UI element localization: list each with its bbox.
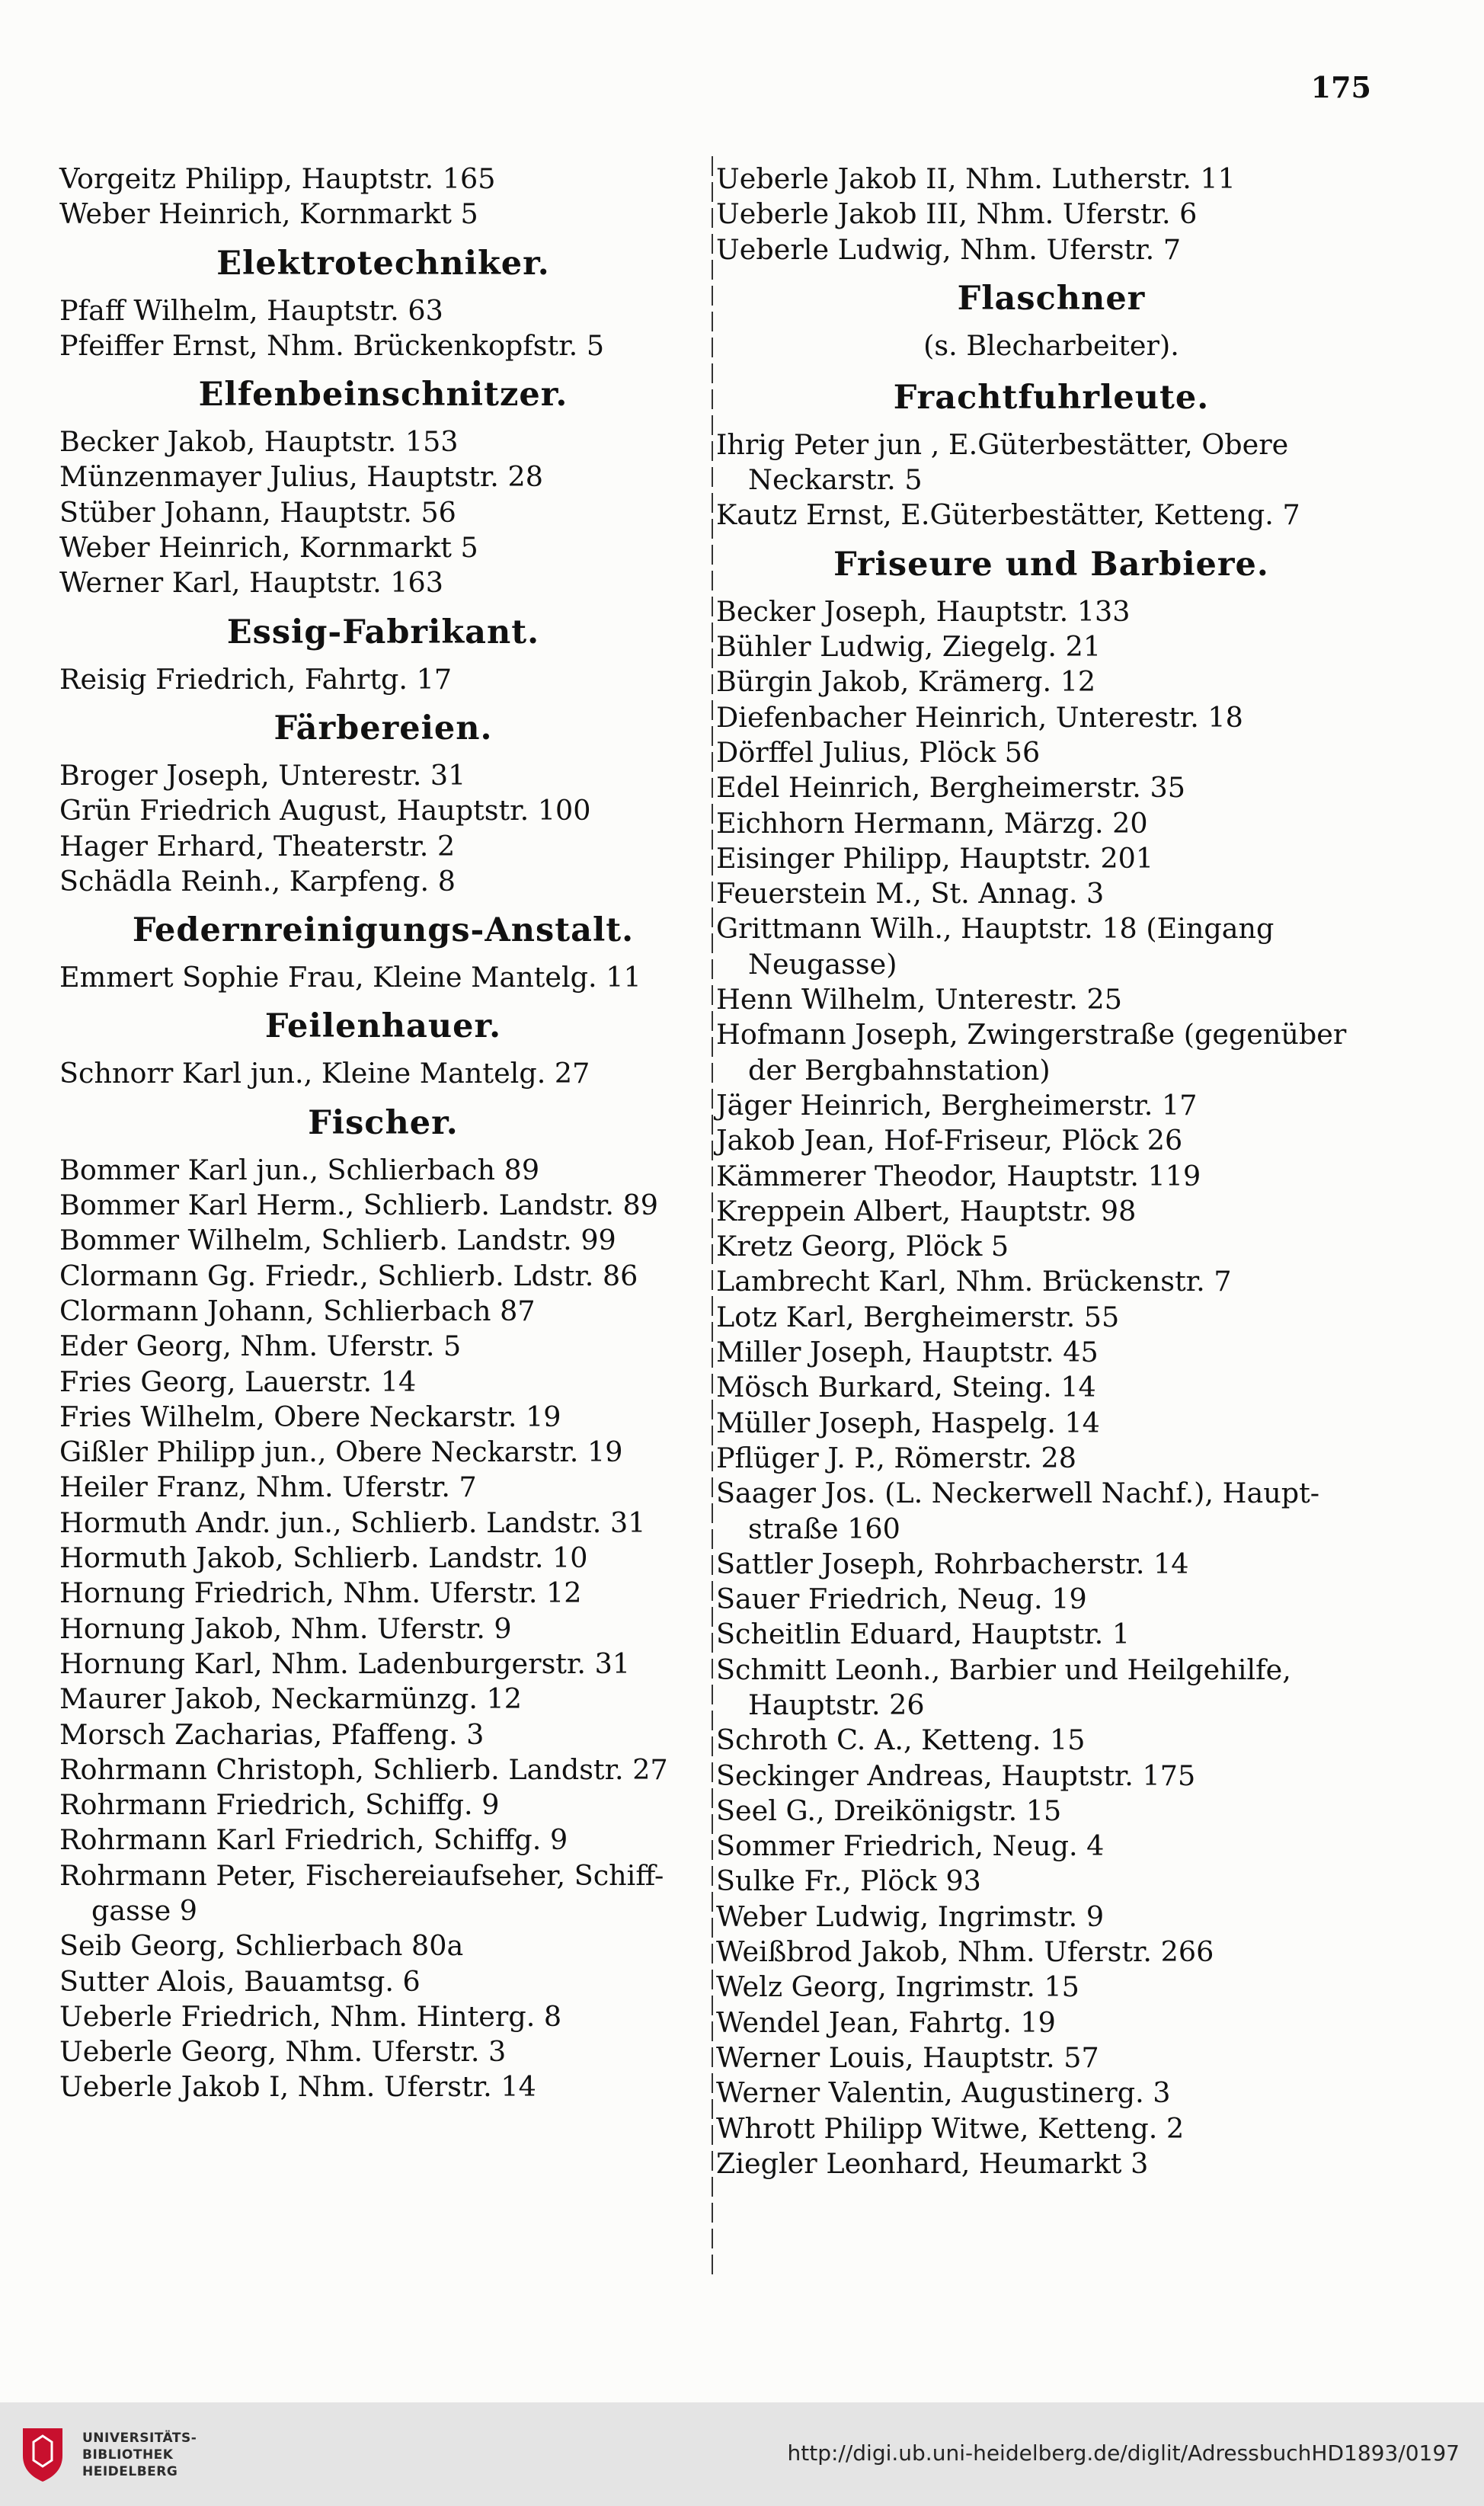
directory-entry — [716, 427, 1386, 498]
directory-entry: Eder Georg, Nhm. Uferstr. 5 — [59, 1330, 462, 1363]
directory-entry: Jäger Heinrich, Bergheimerstr. 17 — [716, 1088, 1198, 1122]
directory-entry: Jakob Jean, Hof-Friseur, Plöck 26 — [716, 1124, 1183, 1157]
directory-entry: Hormuth Andr. jun., Schlierb. Landstr. 31 — [59, 1506, 646, 1539]
directory-entry: Diefenbacher Heinrich, Unterestr. 18 — [716, 700, 1243, 734]
directory-entry: Reisig Friedrich, Fahrtg. 17 — [59, 662, 453, 696]
directory-entry: Bommer Wilhelm, Schlierb. Landstr. 99 — [59, 1224, 616, 1257]
entry-line: Ihrig Peter jun , E.Güterbestätter, Obere — [716, 427, 1289, 461]
section-heading: Friseure und Barbiere. — [833, 545, 1269, 584]
directory-entry: Fries Wilhelm, Obere Neckarstr. 19 — [59, 1400, 561, 1433]
directory-entry: Kämmerer Theodor, Hauptstr. 119 — [716, 1159, 1201, 1192]
directory-entry: Ueberle Friedrich, Nhm. Hinterg. 8 — [59, 1999, 562, 2033]
directory-entry: Heiler Franz, Nhm. Uferstr. 7 — [59, 1471, 477, 1504]
directory-entry: Schnorr Karl jun., Kleine Mantelg. 27 — [59, 1057, 590, 1090]
column-divider — [712, 156, 713, 2274]
directory-entry: Kautz Ernst, E.Güterbestätter, Ketteng. 7 — [716, 498, 1300, 532]
directory-entry: Gißler Philipp jun., Obere Neckarstr. 19 — [59, 1435, 623, 1469]
section-heading: Frachtfuhrleute. — [893, 378, 1210, 417]
section-heading: Feilenhauer. — [264, 1007, 502, 1046]
directory-entry: Pfaff Wilhelm, Hauptstr. 63 — [59, 293, 443, 327]
directory-entry: Hornung Karl, Nhm. Ladenburgerstr. 31 — [59, 1647, 631, 1680]
left-column — [59, 162, 707, 2105]
directory-entry: Whrott Philipp Witwe, Ketteng. 2 — [716, 2111, 1185, 2145]
directory-entry: Kretz Georg, Plöck 5 — [716, 1230, 1009, 1263]
section-heading: Flaschner — [957, 279, 1146, 318]
directory-entry: Hager Erhard, Theaterstr. 2 — [59, 829, 456, 863]
directory-entry: Mösch Burkard, Steing. 14 — [716, 1371, 1096, 1404]
footer-bar — [0, 2402, 1484, 2506]
directory-entry: Weber Heinrich, Kornmarkt 5 — [59, 197, 478, 231]
section-heading: Fischer. — [308, 1103, 459, 1142]
directory-entry: Weber Ludwig, Ingrimstr. 9 — [716, 1900, 1105, 1933]
directory-entry: Sulke Fr., Plöck 93 — [716, 1864, 981, 1898]
entry-line: Grittmann Wilh., Hauptstr. 18 (Eingang — [716, 912, 1275, 946]
logo-line: HEIDELBERG — [82, 2464, 178, 2479]
entry-line: Rohrmann Peter, Fischereiaufseher, Schiff- — [59, 1858, 664, 1892]
directory-entry: Morsch Zacharias, Pfaffeng. 3 — [59, 1717, 485, 1751]
directory-entry: Sauer Friedrich, Neug. 19 — [716, 1583, 1087, 1616]
directory-entry: Sutter Alois, Bauamtsg. 6 — [59, 1964, 421, 1998]
entry-continuation: gasse 9 — [91, 1893, 198, 1927]
directory-entry: Münzenmayer Julius, Hauptstr. 28 — [59, 460, 543, 494]
directory-entry: Pfeiffer Ernst, Nhm. Brückenkopfstr. 5 — [59, 328, 605, 362]
entry-continuation: der Bergbahnstation) — [748, 1053, 1051, 1087]
directory-entry: Schroth C. A., Ketteng. 15 — [716, 1723, 1086, 1757]
directory-entry: Ueberle Jakob I, Nhm. Uferstr. 14 — [59, 2070, 536, 2104]
directory-entry — [716, 1476, 1386, 1547]
directory-entry: Müller Joseph, Haspelg. 14 — [716, 1406, 1100, 1439]
directory-entry: Seel G., Dreikönigstr. 15 — [716, 1794, 1062, 1827]
directory-entry: Welz Georg, Ingrimstr. 15 — [716, 1970, 1079, 2004]
directory-entry: Kreppein Albert, Hauptstr. 98 — [716, 1194, 1137, 1227]
directory-entry: Ziegler Leonhard, Heumarkt 3 — [716, 2146, 1149, 2180]
directory-entry: Schädla Reinh., Karpfeng. 8 — [59, 864, 456, 898]
directory-entry: Ueberle Ludwig, Nhm. Uferstr. 7 — [716, 232, 1182, 266]
entry-line: Schmitt Leonh., Barbier und Heilgehilfe, — [716, 1653, 1291, 1686]
logo-line: UNIVERSITÄTS- — [82, 2431, 197, 2446]
directory-entry: Bommer Karl jun., Schlierbach 89 — [59, 1153, 540, 1186]
directory-entry — [716, 911, 1386, 982]
section-heading: Federnreinigungs-Anstalt. — [132, 911, 635, 950]
section-note: (s. Blecharbeiter). — [923, 328, 1179, 362]
directory-entry: Clormann Johann, Schlierbach 87 — [59, 1294, 536, 1327]
directory-entry: Fries Georg, Lauerstr. 14 — [59, 1365, 417, 1398]
entry-line: Saager Jos. (L. Neckerwell Nachf.), Haupt- — [716, 1477, 1320, 1510]
directory-entry: Scheitlin Eduard, Hauptstr. 1 — [716, 1618, 1131, 1651]
entry-line: Hofmann Joseph, Zwingerstraße (gegenüber — [716, 1018, 1347, 1051]
directory-entry: Sattler Joseph, Rohrbacherstr. 14 — [716, 1547, 1189, 1580]
page-number: 175 — [1310, 70, 1371, 104]
directory-entry: Ueberle Jakob III, Nhm. Uferstr. 6 — [716, 197, 1198, 231]
directory-entry: Stüber Johann, Hauptstr. 56 — [59, 495, 456, 529]
directory-entry: Broger Joseph, Unterestr. 31 — [59, 758, 466, 792]
section-heading: Essig-Fabrikant. — [226, 613, 540, 651]
directory-entry: Werner Louis, Hauptstr. 57 — [716, 2040, 1099, 2074]
directory-entry: Eichhorn Hermann, Märzg. 20 — [716, 806, 1148, 840]
logo-line: BIBLIOTHEK — [82, 2447, 174, 2463]
entry-continuation: straße 160 — [748, 1512, 900, 1545]
right-column — [716, 162, 1386, 2181]
section-heading: Färbereien. — [273, 709, 493, 747]
directory-entry: Werner Karl, Hauptstr. 163 — [59, 566, 443, 600]
directory-entry: Ueberle Jakob II, Nhm. Lutherstr. 11 — [716, 162, 1236, 195]
directory-entry: Maurer Jakob, Neckarmünzg. 12 — [59, 1682, 522, 1716]
source-url-link[interactable]: http://digi.ub.uni-heidelberg.de/diglit/AdressbuchHD1893/0197 — [787, 2440, 1460, 2466]
directory-entry: Emmert Sophie Frau, Kleine Mantelg. 11 — [59, 961, 641, 994]
directory-entry: Bommer Karl Herm., Schlierb. Landstr. 89 — [59, 1189, 658, 1222]
directory-entry: Edel Heinrich, Bergheimerstr. 35 — [716, 771, 1185, 805]
section-heading: Elfenbeinschnitzer. — [198, 376, 568, 414]
library-logo-text — [82, 2430, 197, 2480]
directory-entry: Rohrmann Friedrich, Schiffg. 9 — [59, 1788, 500, 1822]
directory-entry: Henn Wilhelm, Unterestr. 25 — [716, 983, 1122, 1016]
directory-entry: Ueberle Georg, Nhm. Uferstr. 3 — [59, 2035, 507, 2069]
directory-entry — [59, 1858, 707, 1929]
directory-entry: Grün Friedrich August, Hauptstr. 100 — [59, 794, 591, 827]
directory-entry: Sommer Friedrich, Neug. 4 — [716, 1829, 1105, 1863]
directory-entry: Lotz Karl, Bergheimerstr. 55 — [716, 1300, 1120, 1333]
directory-entry: Miller Joseph, Hauptstr. 45 — [716, 1336, 1099, 1369]
directory-entry: Weber Heinrich, Kornmarkt 5 — [59, 531, 478, 565]
directory-entry: Pflüger J. P., Römerstr. 28 — [716, 1441, 1077, 1474]
directory-entry: Hormuth Jakob, Schlierb. Landstr. 10 — [59, 1541, 588, 1575]
directory-entry: Bürgin Jakob, Krämerg. 12 — [716, 665, 1096, 699]
directory-entry — [716, 1017, 1386, 1088]
directory-entry — [716, 1653, 1386, 1723]
section-heading: Elektrotechniker. — [216, 244, 550, 283]
university-seal-icon — [18, 2425, 67, 2483]
directory-entry: Feuerstein M., St. Annag. 3 — [716, 877, 1105, 911]
directory-entry: Clormann Gg. Friedr., Schlierb. Ldstr. 86 — [59, 1259, 638, 1292]
directory-entry: Seib Georg, Schlierbach 80a — [59, 1929, 464, 1963]
entry-continuation: Neugasse) — [748, 947, 897, 981]
directory-entry: Rohrmann Christoph, Schlierb. Landstr. 27 — [59, 1752, 668, 1786]
directory-entry: Lambrecht Karl, Nhm. Brückenstr. 7 — [716, 1265, 1232, 1298]
entry-continuation: Hauptstr. 26 — [748, 1688, 925, 1721]
entry-continuation: Neckarstr. 5 — [748, 463, 923, 497]
directory-entry: Rohrmann Karl Friedrich, Schiffg. 9 — [59, 1823, 568, 1857]
directory-entry: Becker Jakob, Hauptstr. 153 — [59, 425, 459, 459]
directory-entry: Hornung Friedrich, Nhm. Uferstr. 12 — [59, 1576, 582, 1610]
directory-entry: Becker Joseph, Hauptstr. 133 — [716, 594, 1131, 628]
directory-entry: Weißbrod Jakob, Nhm. Uferstr. 266 — [716, 1935, 1214, 1969]
directory-entry: Werner Valentin, Augustinerg. 3 — [716, 2076, 1171, 2110]
directory-entry: Vorgeitz Philipp, Hauptstr. 165 — [59, 162, 496, 195]
directory-entry: Wendel Jean, Fahrtg. 19 — [716, 2005, 1056, 2039]
directory-entry: Seckinger Andreas, Hauptstr. 175 — [716, 1759, 1196, 1792]
directory-entry: Hornung Jakob, Nhm. Uferstr. 9 — [59, 1611, 512, 1645]
directory-entry: Eisinger Philipp, Hauptstr. 201 — [716, 841, 1154, 875]
directory-entry: Dörffel Julius, Plöck 56 — [716, 735, 1041, 769]
directory-entry: Bühler Ludwig, Ziegelg. 21 — [716, 630, 1102, 664]
